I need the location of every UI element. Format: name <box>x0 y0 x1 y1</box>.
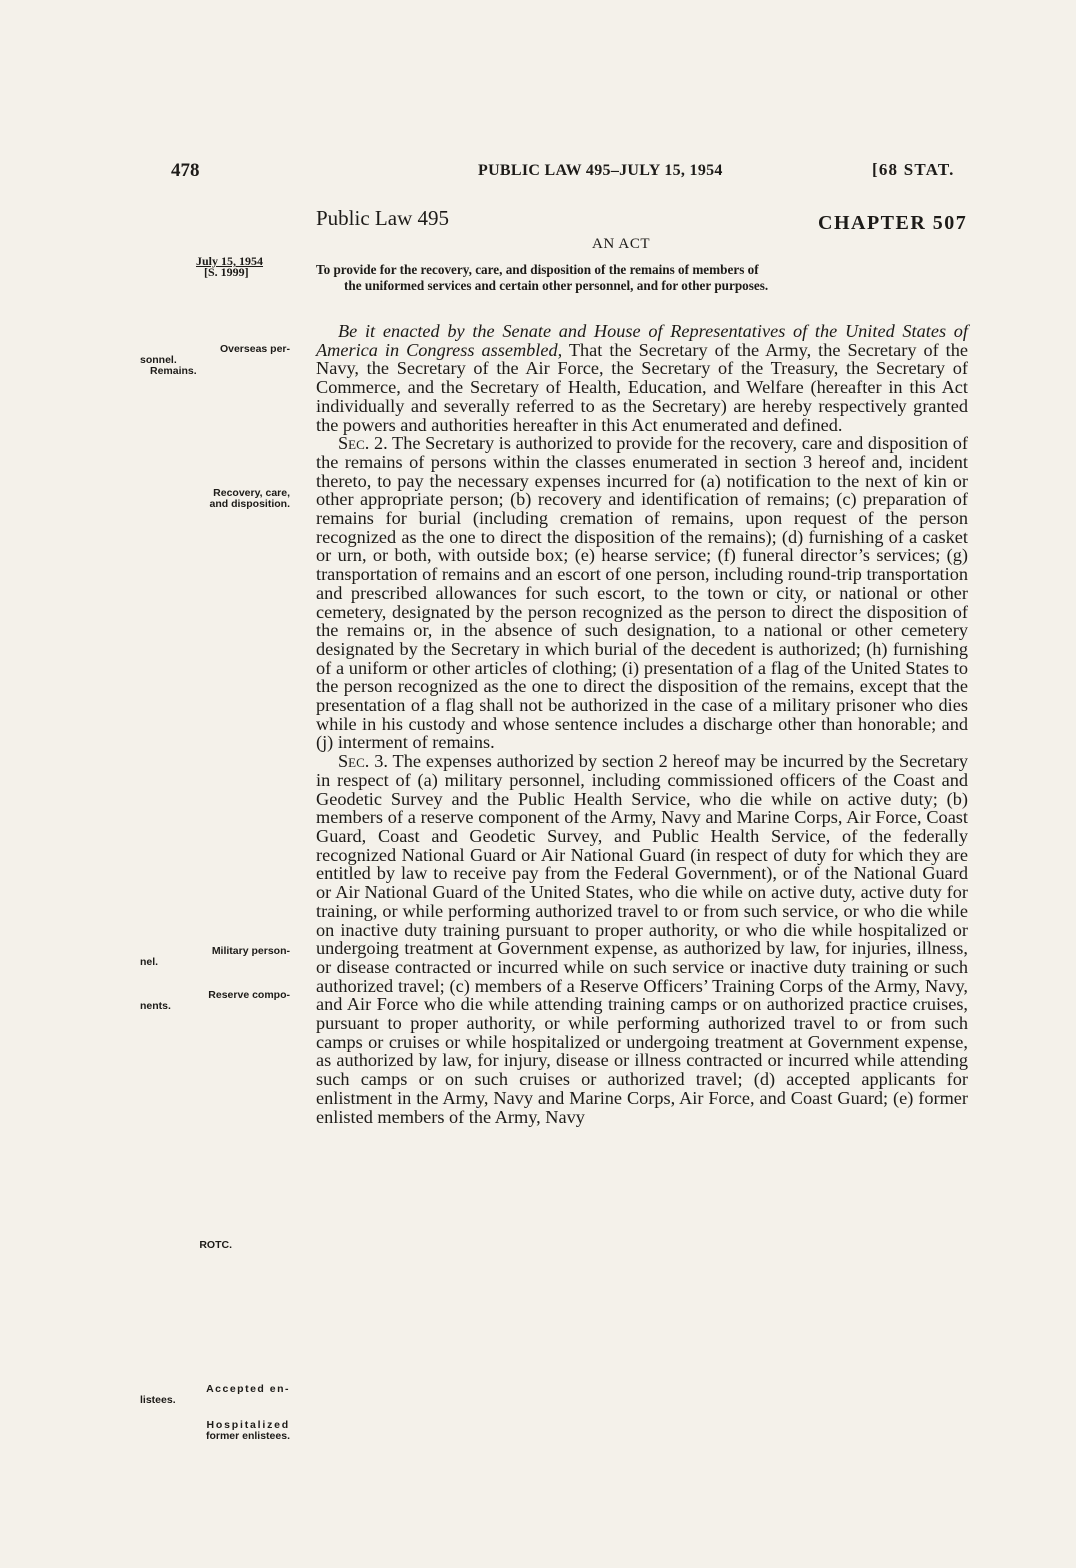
page-number: 478 <box>171 160 200 181</box>
section-3-label: Sec. 3. <box>338 751 388 772</box>
section-2-text: The Secretary is authorized to provide for the recovery, care and disposition of the remains of persons within the classes enumerated in section 3 hereof and, incident thereto, to pay the necessary expenses incurred for (a) notification to the next of kin or other appropriate person; (b) recovery and identification of remains; (c) preparation of remains for burial (including cremation of remains, upon request of the person recognized as the one to direct the disposition of the remains); (d) furnishing of a casket or urn, or both, with outside box; (e) hearse service; (f) funeral director’s services; (g) transportation of remains and an escort of one person, including round-trip transportation and prescribed allowances for such escort, to the town or city, or national or other cemetery, designated by the person recognized as the person to direct the disposition of the remains or, in the absence of such designation, to a national or other cemetery designated by the Secretary in which burial of the decedent is authorized; (h) furnishing of a uniform or other articles of clothing; (i) presentation of a flag of the United States to the person recognized as the one to direct the disposition of the remains, except that the presentation of a flag shall not be authorized in the case of a military prisoner who dies while in his custody and whose sentence includes a discharge other than honorable; and (j) interment of remains. <box>316 433 968 753</box>
margin-note-line: Accepted en- <box>206 1383 290 1395</box>
margin-note-line: sonnel. <box>140 354 177 366</box>
margin-note-hospitalized-former-enlistees <box>140 1420 290 1442</box>
margin-note-reserve-components <box>140 990 290 1012</box>
margin-note-line: Remains. <box>150 365 197 377</box>
margin-note-line: Hospitalized <box>206 1419 290 1431</box>
margin-note-line: nel. <box>140 956 159 968</box>
an-act-heading: AN ACT <box>592 236 651 252</box>
margin-note-accepted-enlistees <box>140 1384 290 1406</box>
running-head <box>0 160 1076 186</box>
public-law-heading: Public Law 495 <box>316 206 449 230</box>
margin-note-line: Recovery, care, <box>213 487 290 499</box>
margin-note-line: ROTC. <box>199 1239 232 1251</box>
enacting-clause: Be it enacted by the Senate and House of Representatives of the United States of America in Congress assembled, <box>316 321 968 360</box>
margin-note-line: Overseas per- <box>219 343 290 355</box>
margin-note-line: Reserve compo- <box>208 989 290 1001</box>
date-line: July 15, 1954 <box>196 254 264 268</box>
margin-note-overseas-personnel <box>140 344 290 377</box>
section-1-text: That the Secretary of the Army, the Secretary of the Navy, the Secretary of the Air Force, the Secretary of the Treasury, the Secretary of Commerce, and the Secretary of Health, Education, and Welfare (hereafter in this Act individually and severally referred to as the Secretary) are hereby respectively granted the powers and authorities hereafter in this Act enumerated and defined. <box>316 339 968 435</box>
purpose-line-2: the uniformed services and certain other personnel, and for other purposes. <box>344 278 769 293</box>
margin-note-line: Military person- <box>211 945 290 957</box>
chapter-heading: CHAPTER 507 <box>818 212 968 234</box>
section-2 <box>316 434 968 752</box>
purpose-line-1: To provide for the recovery, care, and disposition of the remains of members of <box>316 262 759 277</box>
section-2-label: Sec. 2. <box>338 433 388 454</box>
margin-note-line: nents. <box>140 1000 171 1012</box>
margin-note-recovery <box>140 488 290 510</box>
margin-note-line: former enlistees. <box>205 1430 290 1442</box>
section-1 <box>316 322 968 434</box>
margin-note-line: and disposition. <box>209 498 290 510</box>
margin-note-rotc <box>140 1240 232 1251</box>
section-3 <box>316 752 968 1126</box>
bill-number: [S. 1999] <box>204 265 249 279</box>
act-body <box>316 322 968 1126</box>
act-purpose <box>316 262 969 294</box>
section-3-text: The expenses authorized by section 2 hereof may be incurred by the Secretary in respect of (a) military personnel, including commissioned officers of the Coast and Geodetic Survey and the Public Health Service, who die while on active duty; (b) members of a reserve component of the Army, Navy and Marine Corps, Air Force, Coast Guard, Coast and Geodetic Survey, and Public Health Service, of the federally recognized National Guard or Air National Guard (in respect of duty for which they are entitled by law to receive pay from the Federal Government), or of the National Guard or Air National Guard of the United States, who die while on active duty, active duty for training, or while performing authorized travel to or from such service, or who die while on inactive duty training pursuant to proper authority, or who die while hospitalized or undergoing treatment at Government expense, as authorized by law, for injuries, illness, or disease contracted or incurred while on such service or inactive duty training or such authorized travel; (c) members of a Reserve Officers’ Training Corps of the Army, Navy, and Air Force who die while attending training camps or on authorized practice cruises, pursuant to proper authority, or while performing authorized travel to or from such camps or cruises or while hospitalized or undergoing treatment at Government expense, as authorized by law, for injury, disease or illness contracted or incurred while attending such camps or on such cruises or authorized travel; (d) accepted applicants for enlistment in the Army, Navy and Marine Corps, Air Force, and Coast Guard; (e) former enlisted members of the Army, Navy <box>316 751 968 1127</box>
enactment-date <box>196 256 263 278</box>
running-title: PUBLIC LAW 495–JULY 15, 1954 <box>478 162 723 179</box>
margin-note-line: listees. <box>140 1394 176 1406</box>
margin-note-military-personnel <box>140 946 290 968</box>
volume-reference: [68 STAT. <box>872 160 955 179</box>
